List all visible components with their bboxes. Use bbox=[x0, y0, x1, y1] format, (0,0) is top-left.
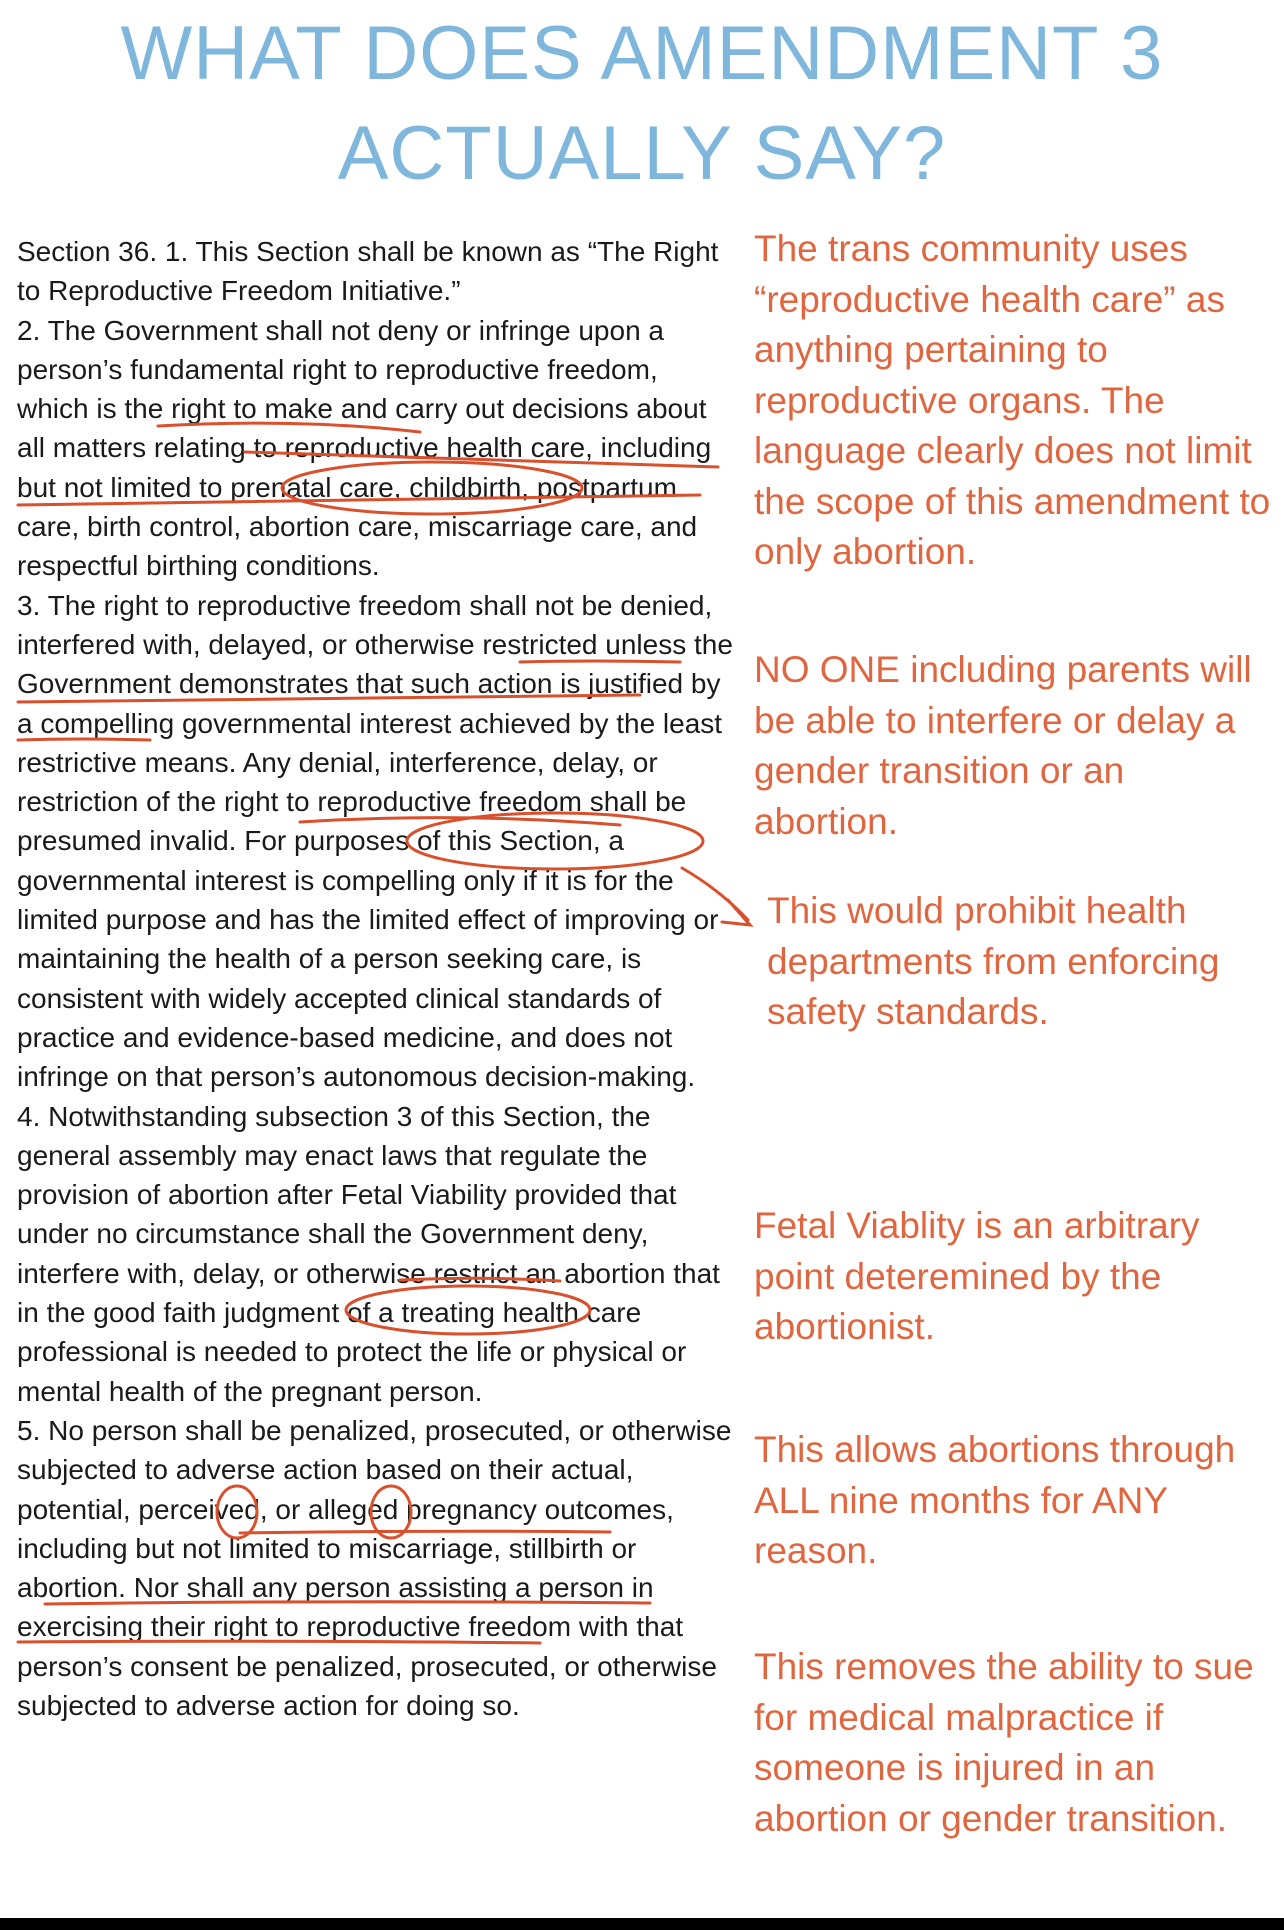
amendment-section-5: 5. No person shall be penalized, prosecuted, or otherwise subjected to adverse action based on their actual, potential, perceived, or alleged pregnancy outcomes, including but not limited to miscarriage, stillbirth or abortion. Nor shall any person assisting a person in exercising their right to reproductive freedom with that person’s consent be penalized, prosecuted, or otherwise subjected to adverse action for doing so. bbox=[17, 1414, 732, 1721]
page-title bbox=[0, 4, 1284, 204]
amendment-section-4: 4. Notwithstanding subsection 3 of this Section, the general assembly may enact laws that regulate the provision of abortion after Fetal Viability provided that under no circumstance shall the Government deny, interfere with, delay, or otherwise restrict an abortion that in the good faith judgment of a treating health care professional is needed to protect the life or physical or mental health of the pregnant person. bbox=[17, 1100, 720, 1407]
commentary-note: This removes the ability to sue for medical malpractice if someone is injured in an abortion or gender transition. bbox=[754, 1646, 1254, 1839]
amendment-text bbox=[17, 232, 737, 1725]
commentary-note: This allows abortions through ALL nine months for ANY reason. bbox=[754, 1429, 1236, 1571]
amendment-section-3: 3. The right to reproductive freedom shall not be denied, interfered with, delayed, or otherwise restricted unless the Government demonstrates that such action is justified by a compelling governmental interest achieved by the least restrictive means. Any denial, interference, delay, or restriction of the right to reproductive freedom shall be presumed invalid. For purposes of this Section, a governmental interest is compelling only if it is for the limited purpose and has the limited effect of improving or maintaining the health of a person seeking care, is consistent with widely accepted clinical standards of practice and evidence-based medicine, and does not infringe on that person’s autonomous decision-making. bbox=[17, 589, 733, 1093]
amendment-section-1: Section 36. 1. This Section shall be known as “The Right to Reproductive Freedom Initiative.” bbox=[17, 236, 719, 307]
commentary-note: Fetal Viablity is an arbitrary point deteremined by the abortionist. bbox=[754, 1205, 1200, 1347]
commentary-note: NO ONE including parents will be able to interfere or delay a gender transition or an abortion. bbox=[754, 649, 1252, 842]
bottom-border bbox=[0, 1918, 1284, 1930]
title-line-1: WHAT DOES AMENDMENT 3 bbox=[120, 11, 1164, 96]
commentary-note: This would prohibit health departments from enforcing safety standards. bbox=[767, 890, 1220, 1032]
title-line-2: ACTUALLY SAY? bbox=[337, 111, 947, 196]
amendment-section-2: 2. The Government shall not deny or infringe upon a person’s fundamental right to reproductive freedom, which is the right to make and carry out decisions about all matters relating to reproductive health care, including but not limited to prenatal care, childbirth, postpartum care, birth control, abortion care, miscarriage care, and respectful birthing conditions. bbox=[17, 314, 712, 582]
commentary-note: The trans community uses “reproductive health care” as anything pertaining to reproductive organs. The language clearly does not limit the scope of this amendment to only abortion. bbox=[754, 228, 1271, 572]
